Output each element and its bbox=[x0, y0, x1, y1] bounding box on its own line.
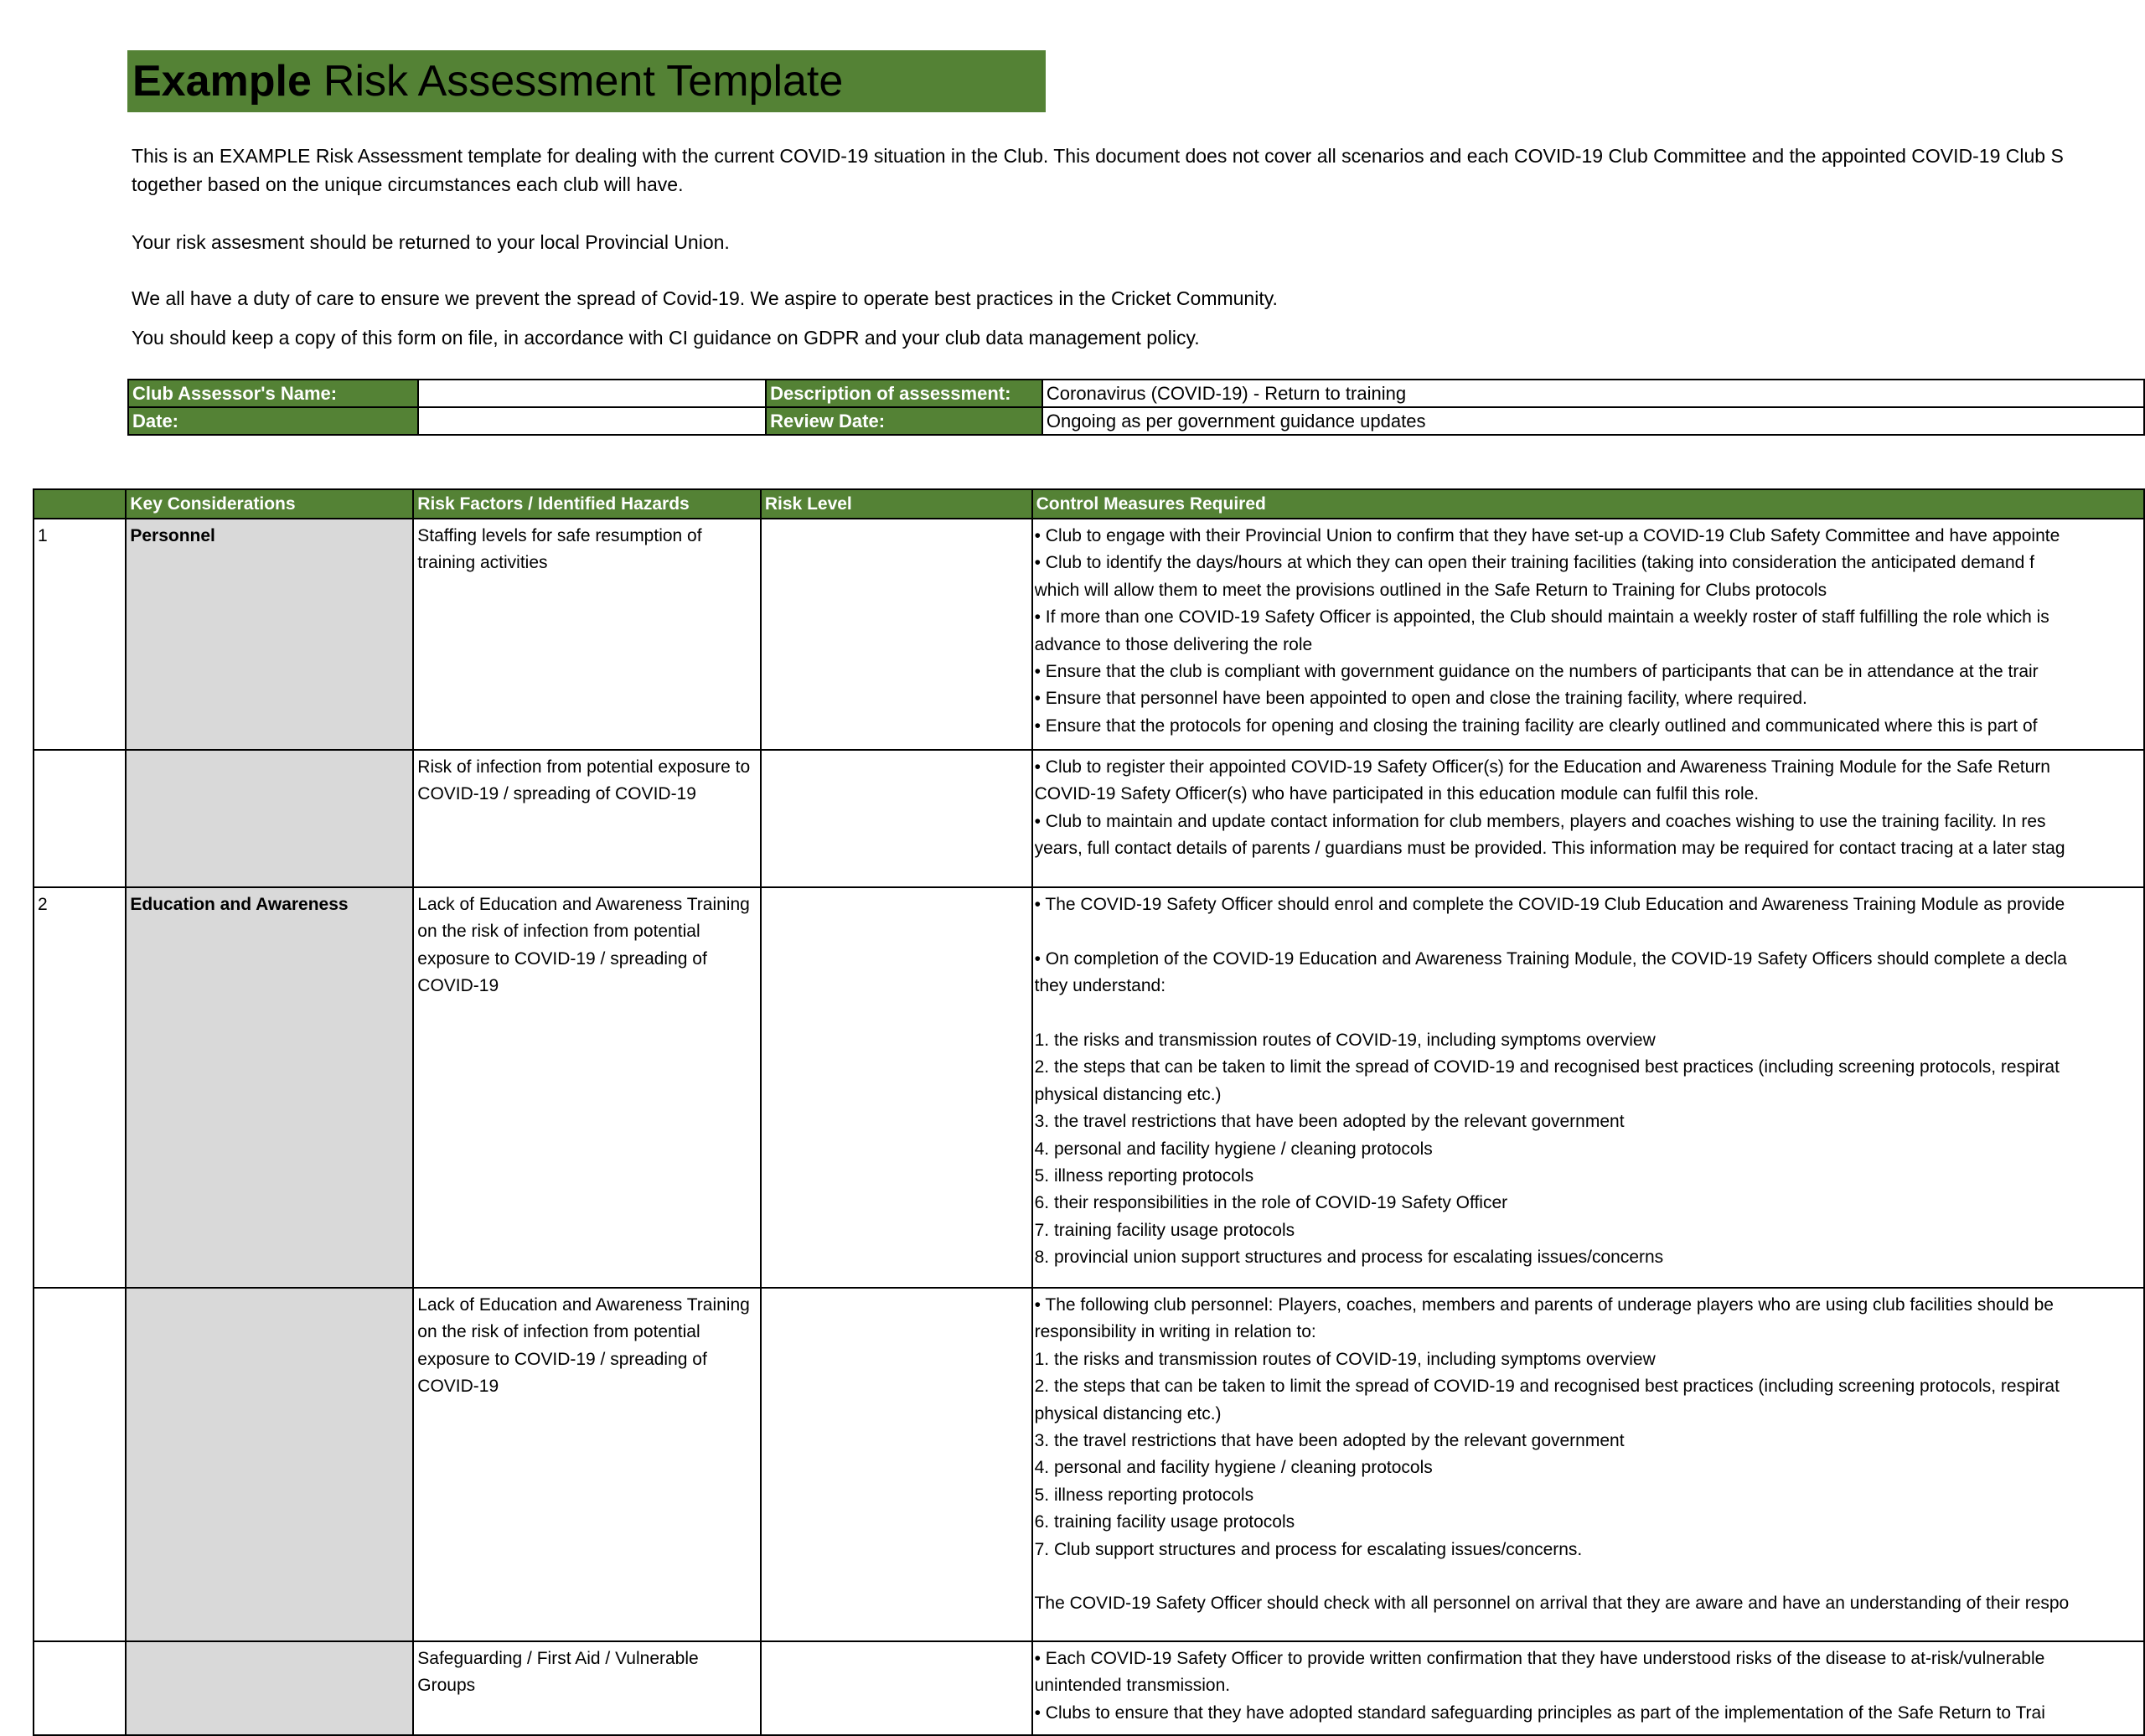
document-title bbox=[127, 50, 1046, 112]
control-measure-line: 2. the steps that can be taken to limit the spread of COVID-19 and recognised best practices (including screening protocols, respirat bbox=[1034, 1057, 2060, 1077]
row-number bbox=[34, 750, 126, 887]
hazard-cell[interactable]: Safeguarding / First Aid / Vulnerable Groups bbox=[413, 1641, 761, 1735]
control-measure-line: unintended transmission. bbox=[1034, 1676, 1231, 1696]
row-number: 1 bbox=[34, 519, 126, 750]
control-measure-line: • Club to register their appointed COVID-19 Safety Officer(s) for the Education and Awareness Training Module for the Safe Return bbox=[1034, 757, 2050, 777]
risk-level-cell[interactable] bbox=[761, 519, 1032, 750]
title-bold: Example bbox=[132, 57, 312, 106]
risk-level-cell[interactable] bbox=[761, 887, 1032, 1288]
table-row bbox=[34, 887, 2144, 1288]
control-measures-list bbox=[1035, 754, 2143, 885]
table-row bbox=[34, 750, 2144, 887]
control-measures-cell[interactable] bbox=[1032, 887, 2144, 1288]
table-row bbox=[34, 1641, 2144, 1735]
hazard-cell[interactable]: Risk of infection from potential exposure to COVID-19 / spreading of COVID-19 bbox=[413, 750, 761, 887]
title-rest: Risk Assessment Template bbox=[323, 57, 844, 106]
key-consideration-cell bbox=[126, 1288, 413, 1641]
description-label: Description of assessment: bbox=[766, 380, 1042, 407]
control-measure-line: they understand: bbox=[1034, 976, 1166, 996]
control-measures-list bbox=[1035, 523, 2143, 747]
control-measures-list bbox=[1035, 891, 2143, 1285]
date-label: Date: bbox=[128, 407, 418, 435]
control-measure-line: The COVID-19 Safety Officer should check with all personnel on arrival that they are aware and have an understanding of their respo bbox=[1034, 1594, 2070, 1614]
control-measure-line: responsibility in writing in relation to: bbox=[1034, 1322, 1316, 1342]
row-number bbox=[34, 1288, 126, 1641]
risk-level-cell[interactable] bbox=[761, 1288, 1032, 1641]
intro-line-1: This is an EXAMPLE Risk Assessment template for dealing with the current COVID-19 situation in the Club. This document does not cover all scenarios and each COVID-19 Club Committee and the appointed COVID-19 Club S bbox=[132, 145, 2064, 167]
assessment-info-table bbox=[127, 379, 2145, 436]
control-measure-line: years, full contact details of parents / guardians must be provided. This information may be required for contact tracing at a later stag bbox=[1034, 839, 2065, 859]
key-consideration-cell: Education and Awareness bbox=[126, 887, 413, 1288]
control-measure-line: advance to those delivering the role bbox=[1034, 634, 1313, 654]
assessor-name-label: Club Assessor's Name: bbox=[128, 380, 418, 407]
hazard-cell[interactable]: Staffing levels for safe resumption of training activities bbox=[413, 519, 761, 750]
control-measure-line: • The COVID-19 Safety Officer should enrol and complete the COVID-19 Club Education and Awareness Training Module as provide bbox=[1034, 895, 2065, 914]
intro-line-4: We all have a duty of care to ensure we prevent the spread of Covid-19. We aspire to operate best practices in the Cricket Community. bbox=[132, 287, 1278, 309]
control-measures-list bbox=[1035, 1646, 2143, 1733]
header-risk-level: Risk Level bbox=[761, 489, 1032, 519]
control-measure-line: 1. the risks and transmission routes of COVID-19, including symptoms overview bbox=[1034, 1349, 1656, 1369]
control-measures-cell[interactable] bbox=[1032, 750, 2144, 887]
control-measure-line: • Club to identify the days/hours at which they can open their training facilities (taking into consideration the anticipated demand f bbox=[1034, 553, 2034, 573]
control-measure-line: 7. Club support structures and process for escalating issues/concerns. bbox=[1034, 1539, 1583, 1559]
date-field[interactable] bbox=[418, 407, 766, 435]
header-key-considerations: Key Considerations bbox=[126, 489, 413, 519]
control-measure-line: • Club to engage with their Provincial Union to confirm that they have set-up a COVID-19 Club Safety Committee and have appointe bbox=[1034, 526, 2060, 545]
key-consideration-cell: Personnel bbox=[126, 519, 413, 750]
control-measure-line: 2. the steps that can be taken to limit the spread of COVID-19 and recognised best practices (including screening protocols, respirat bbox=[1034, 1377, 2060, 1397]
table-header-row bbox=[34, 489, 2144, 519]
control-measure-line: 3. the travel restrictions that have been adopted by the relevant government bbox=[1034, 1430, 1625, 1450]
control-measure-line: 6. training facility usage protocols bbox=[1034, 1512, 1295, 1532]
control-measure-line: physical distancing etc.) bbox=[1034, 1403, 1222, 1423]
intro-line-3: Your risk assesment should be returned to your local Provincial Union. bbox=[132, 231, 730, 253]
control-measure-line: physical distancing etc.) bbox=[1034, 1084, 1222, 1104]
review-date-field[interactable]: Ongoing as per government guidance updates bbox=[1042, 407, 2144, 435]
key-consideration-cell bbox=[126, 750, 413, 887]
control-measure-line: 8. provincial union support structures and process for escalating issues/concerns bbox=[1034, 1248, 1664, 1268]
intro-line-2: together based on the unique circumstances each club will have. bbox=[132, 173, 684, 195]
control-measure-line bbox=[1035, 918, 2143, 945]
hazard-cell[interactable]: Lack of Education and Awareness Training on the risk of infection from potential exposure to COVID-19 / spreading of COVID-19 bbox=[413, 887, 761, 1288]
control-measures-cell[interactable] bbox=[1032, 1288, 2144, 1641]
control-measure-line: 5. illness reporting protocols bbox=[1034, 1485, 1254, 1505]
control-measure-line: • On completion of the COVID-19 Education and Awareness Training Module, the COVID-19 Safety Officers should complete a decla bbox=[1034, 948, 2067, 969]
table-row bbox=[34, 519, 2144, 750]
risk-assessment-table bbox=[33, 488, 2145, 1736]
control-measure-line: • Each COVID-19 Safety Officer to provide written confirmation that they have understood risks of the disease to at-risk/vulnerable bbox=[1034, 1649, 2045, 1668]
description-field[interactable]: Coronavirus (COVID-19) - Return to training bbox=[1042, 380, 2144, 407]
control-measures-list bbox=[1035, 1292, 2143, 1639]
control-measure-line: 5. illness reporting protocols bbox=[1034, 1165, 1254, 1186]
control-measure-line: • Clubs to ensure that they have adopted standard safeguarding principles as part of the implementation of the Safe Return to Trai bbox=[1034, 1702, 2045, 1723]
control-measure-line: 4. personal and facility hygiene / cleaning protocols bbox=[1034, 1458, 1433, 1478]
control-measure-line: 4. personal and facility hygiene / cleaning protocols bbox=[1034, 1139, 1433, 1159]
control-measure-line bbox=[1035, 1563, 2143, 1590]
intro-line-5: You should keep a copy of this form on file, in accordance with CI guidance on GDPR and your club data management policy. bbox=[132, 327, 1200, 349]
row-number bbox=[34, 1641, 126, 1735]
control-measure-line: • The following club personnel: Players, coaches, members and parents of underage players who are using club facilities should be bbox=[1034, 1295, 2054, 1315]
assessor-name-field[interactable] bbox=[418, 380, 766, 407]
risk-level-cell[interactable] bbox=[761, 1641, 1032, 1735]
control-measure-line: which will allow them to meet the provisions outlined in the Safe Return to Training for Clubs protocols bbox=[1034, 580, 1827, 600]
control-measure-line: • Club to maintain and update contact information for club members, players and coaches wishing to use the training facility. In res bbox=[1034, 811, 2046, 831]
control-measure-line: 3. the travel restrictions that have been adopted by the relevant government bbox=[1034, 1112, 1625, 1132]
control-measure-line: 6. their responsibilities in the role of COVID-19 Safety Officer bbox=[1034, 1193, 1508, 1213]
control-measure-line: • Ensure that the protocols for opening and closing the training facility are clearly outlined and communicated where this is part of bbox=[1034, 716, 2038, 736]
risk-level-cell[interactable] bbox=[761, 750, 1032, 887]
row-number: 2 bbox=[34, 887, 126, 1288]
control-measure-line: COVID-19 Safety Officer(s) who have participated in this education module can fulfil this role. bbox=[1034, 784, 1760, 804]
control-measure-line: • Ensure that the club is compliant with government guidance on the numbers of participants that can be in attendance at the trair bbox=[1034, 661, 2039, 681]
header-risk-factors: Risk Factors / Identified Hazards bbox=[413, 489, 761, 519]
hazard-cell[interactable]: Lack of Education and Awareness Training on the risk of infection from potential exposure to COVID-19 / spreading of COVID-19 bbox=[413, 1288, 761, 1641]
header-number bbox=[34, 489, 126, 519]
key-consideration-cell bbox=[126, 1641, 413, 1735]
table-row bbox=[34, 1288, 2144, 1641]
control-measure-line: • If more than one COVID-19 Safety Officer is appointed, the Club should maintain a weekly roster of staff fulfilling the role which is bbox=[1034, 607, 2049, 628]
control-measure-line: 1. the risks and transmission routes of COVID-19, including symptoms overview bbox=[1034, 1030, 1656, 1050]
control-measure-line bbox=[1035, 1000, 2143, 1027]
control-measures-cell[interactable] bbox=[1032, 519, 2144, 750]
review-date-label: Review Date: bbox=[766, 407, 1042, 435]
control-measure-line: • Ensure that personnel have been appointed to open and close the training facility, where required. bbox=[1034, 689, 1807, 709]
control-measure-line: 7. training facility usage protocols bbox=[1034, 1220, 1295, 1240]
header-control-measures: Control Measures Required bbox=[1032, 489, 2144, 519]
control-measures-cell[interactable] bbox=[1032, 1641, 2144, 1735]
